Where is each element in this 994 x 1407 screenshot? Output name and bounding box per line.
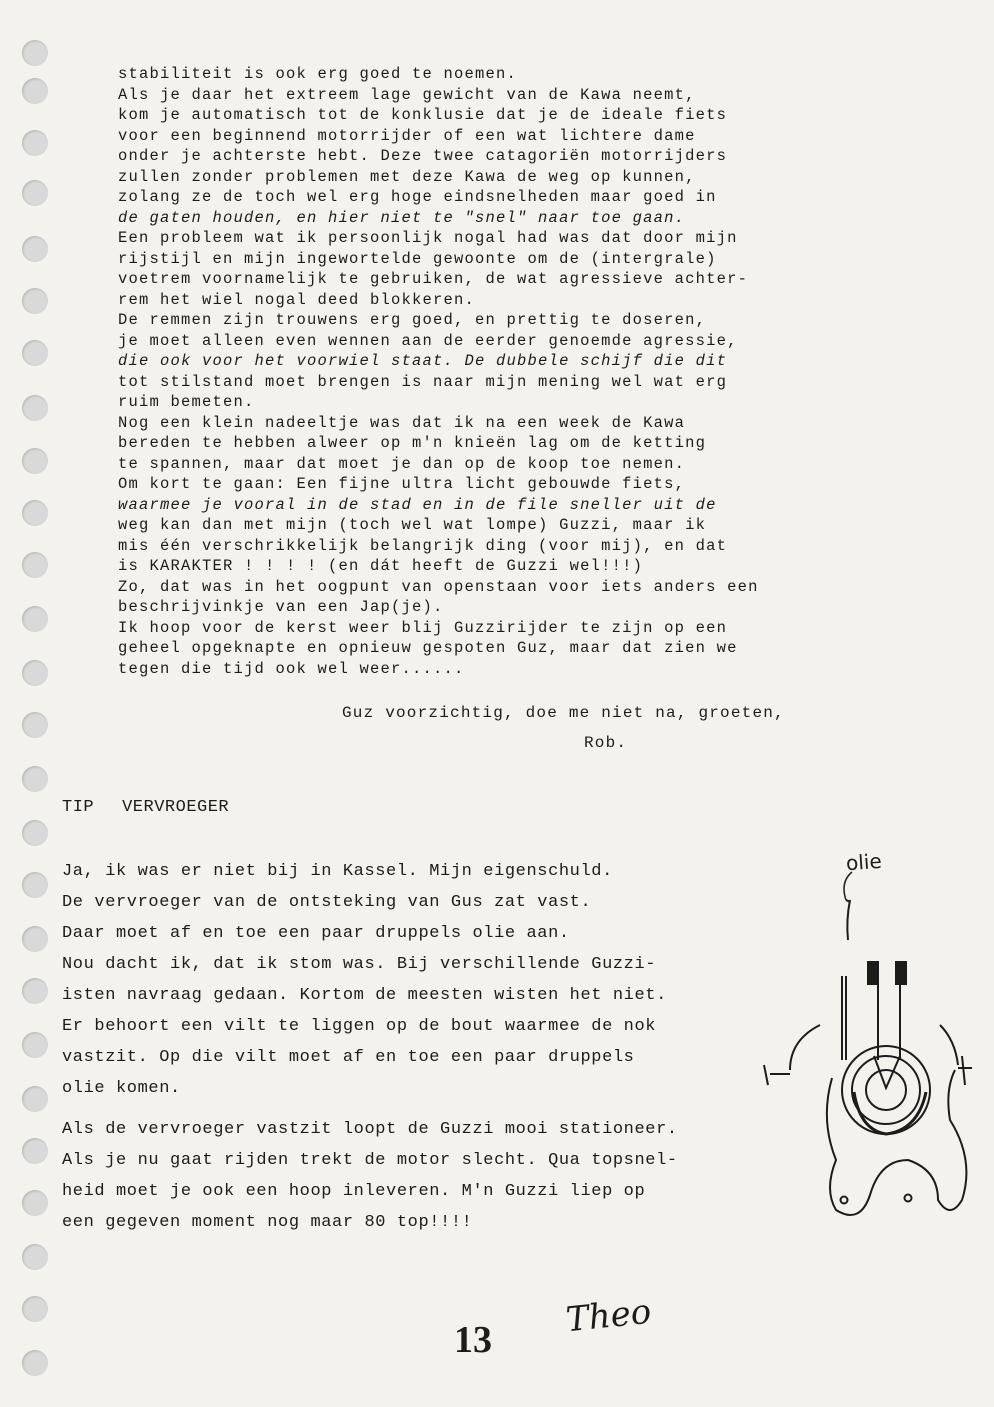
binder-hole	[22, 236, 48, 262]
binder-hole	[22, 40, 48, 66]
binder-hole	[22, 1190, 48, 1216]
tip-line: Nou dacht ik, dat ik stom was. Bij verschillende Guzzi-	[62, 955, 657, 974]
binder-hole	[22, 288, 48, 314]
letter-body	[118, 64, 898, 679]
letter-line: geheel opgeknapte en opnieuw gespoten Guz, maar dat zien we	[118, 639, 738, 657]
letter-line: beschrijvinkje van een Jap(je).	[118, 598, 444, 616]
binder-hole	[22, 500, 48, 526]
tip-line: isten navraag gedaan. Kortom de meesten wisten het niet.	[62, 986, 667, 1005]
letter-line: voetrem voornamelijk te gebruiken, de wat agressieve achter-	[118, 270, 749, 288]
letter-line: weg kan dan met mijn (toch wel wat lompe) Guzzi, maar ik	[118, 516, 707, 534]
letter-line: onder je achterste hebt. Deze twee catagoriën motorrijders	[118, 147, 728, 165]
letter-line: tot stilstand moet brengen is naar mijn mening wel wat erg	[118, 372, 728, 391]
binder-hole	[22, 340, 48, 366]
tip-line: Er behoort een vilt te liggen op de bout waarmee de nok	[62, 1017, 657, 1036]
letter-line: Als je daar het extreem lage gewicht van de Kawa neemt,	[118, 85, 696, 104]
binder-hole	[22, 1296, 48, 1322]
tip-body	[62, 856, 802, 1238]
tip-line: Ja, ik was er niet bij in Kassel. Mijn eigenschuld.	[62, 862, 613, 881]
tip-heading-label: TIP	[62, 798, 95, 817]
letter-line: te spannen, maar dat moet je dan op de koop toe nemen.	[118, 454, 686, 473]
tip-line: heid moet je ook een hoop inleveren. M'n Guzzi liep op	[62, 1182, 646, 1201]
tip-heading	[62, 798, 257, 817]
letter-line: zullen zonder problemen met deze Kawa de weg op kunnen,	[118, 167, 696, 186]
binder-hole	[22, 660, 48, 686]
letter-line: Ik hoop voor de kerst weer blij Guzzirijder te zijn op een	[118, 618, 728, 637]
tip-heading-subject: VERVROEGER	[122, 798, 230, 817]
binder-hole	[22, 1350, 48, 1376]
letter-line: tegen die tijd ook wel weer......	[118, 659, 465, 678]
letter-line: voor een beginnend motorrijder of een wat lichtere dame	[118, 126, 696, 145]
tip-line: olie komen.	[62, 1079, 181, 1098]
letter-line: mis één verschrikkelijk belangrijk ding (voor mij), en dat	[118, 536, 728, 555]
binder-hole	[22, 395, 48, 421]
letter-line: bereden te hebben alweer op m'n knieën lag om de ketting	[118, 434, 707, 452]
author-signature: Theo	[564, 1291, 654, 1341]
tip-line: vastzit. Op die vilt moet af en toe een paar druppels	[62, 1048, 635, 1067]
binder-hole	[22, 1086, 48, 1112]
letter-line: stabiliteit is ook erg goed te noemen.	[118, 65, 518, 83]
binder-hole	[22, 820, 48, 846]
binder-hole	[22, 448, 48, 474]
letter-line: De remmen zijn trouwens erg goed, en prettig te doseren,	[118, 311, 707, 329]
page-number: 13	[454, 1319, 492, 1361]
binder-hole	[22, 180, 48, 206]
letter-line: Zo, dat was in het oogpunt van openstaan voor iets anders een	[118, 577, 759, 596]
letter-line: Nog een klein nadeeltje was dat ik na een week de Kawa	[118, 413, 686, 432]
letter-line: die ook voor het voorwiel staat. De dubbele schijf die dit	[118, 352, 728, 370]
letter-line: de gaten houden, en hier niet te "snel" naar toe gaan.	[118, 208, 686, 227]
tip-line: Daar moet af en toe een paar druppels olie aan.	[62, 924, 570, 943]
binder-hole	[22, 712, 48, 738]
tip-line: Als de vervroeger vastzit loopt de Guzzi mooi stationeer.	[62, 1120, 678, 1139]
letter-line: waarmee je vooral in de stad en in de file sneller uit de	[118, 495, 717, 514]
tip-line: Als je nu gaat rijden trekt de motor slecht. Qua topsnel-	[62, 1151, 678, 1170]
binder-holes	[22, 40, 52, 1400]
binder-hole	[22, 606, 48, 632]
letter-line: is KARAKTER ! ! ! ! (en dát heeft de Guzzi wel!!!)	[118, 557, 644, 575]
letter-line: ruim bemeten.	[118, 393, 255, 411]
binder-hole	[22, 1032, 48, 1058]
letter-line: zolang ze de toch wel erg hoge eindsnelheden maar goed in	[118, 188, 717, 206]
letter-line: Een probleem wat ik persoonlijk nogal had was dat door mijn	[118, 229, 738, 247]
letter-line: rem het wiel nogal deed blokkeren.	[118, 290, 476, 309]
binder-hole	[22, 1138, 48, 1164]
letter-line: kom je automatisch tot de konklusie dat je de ideale fiets	[118, 106, 728, 124]
binder-hole	[22, 552, 48, 578]
diagram-label: olie	[845, 848, 883, 876]
binder-hole	[22, 766, 48, 792]
letter-closing: Guz voorzichtig, doe me niet na, groeten,	[342, 704, 785, 722]
binder-hole	[22, 872, 48, 898]
advance-mechanism-sketch	[750, 860, 980, 1240]
letter-line: rijstijl en mijn ingewortelde gewoonte om de (intergrale)	[118, 249, 717, 268]
binder-hole	[22, 1244, 48, 1270]
tip-line: De vervroeger van de ontsteking van Gus zat vast.	[62, 893, 592, 912]
letter-line: Om kort te gaan: Een fijne ultra licht gebouwde fiets,	[118, 475, 686, 493]
binder-hole	[22, 926, 48, 952]
binder-hole	[22, 978, 48, 1004]
binder-hole	[22, 78, 48, 104]
letter-signature: Rob.	[584, 734, 628, 752]
tip-line: een gegeven moment nog maar 80 top!!!!	[62, 1213, 473, 1232]
binder-hole	[22, 130, 48, 156]
letter-line: je moet alleen even wennen aan de eerder genoemde agressie,	[118, 331, 738, 350]
